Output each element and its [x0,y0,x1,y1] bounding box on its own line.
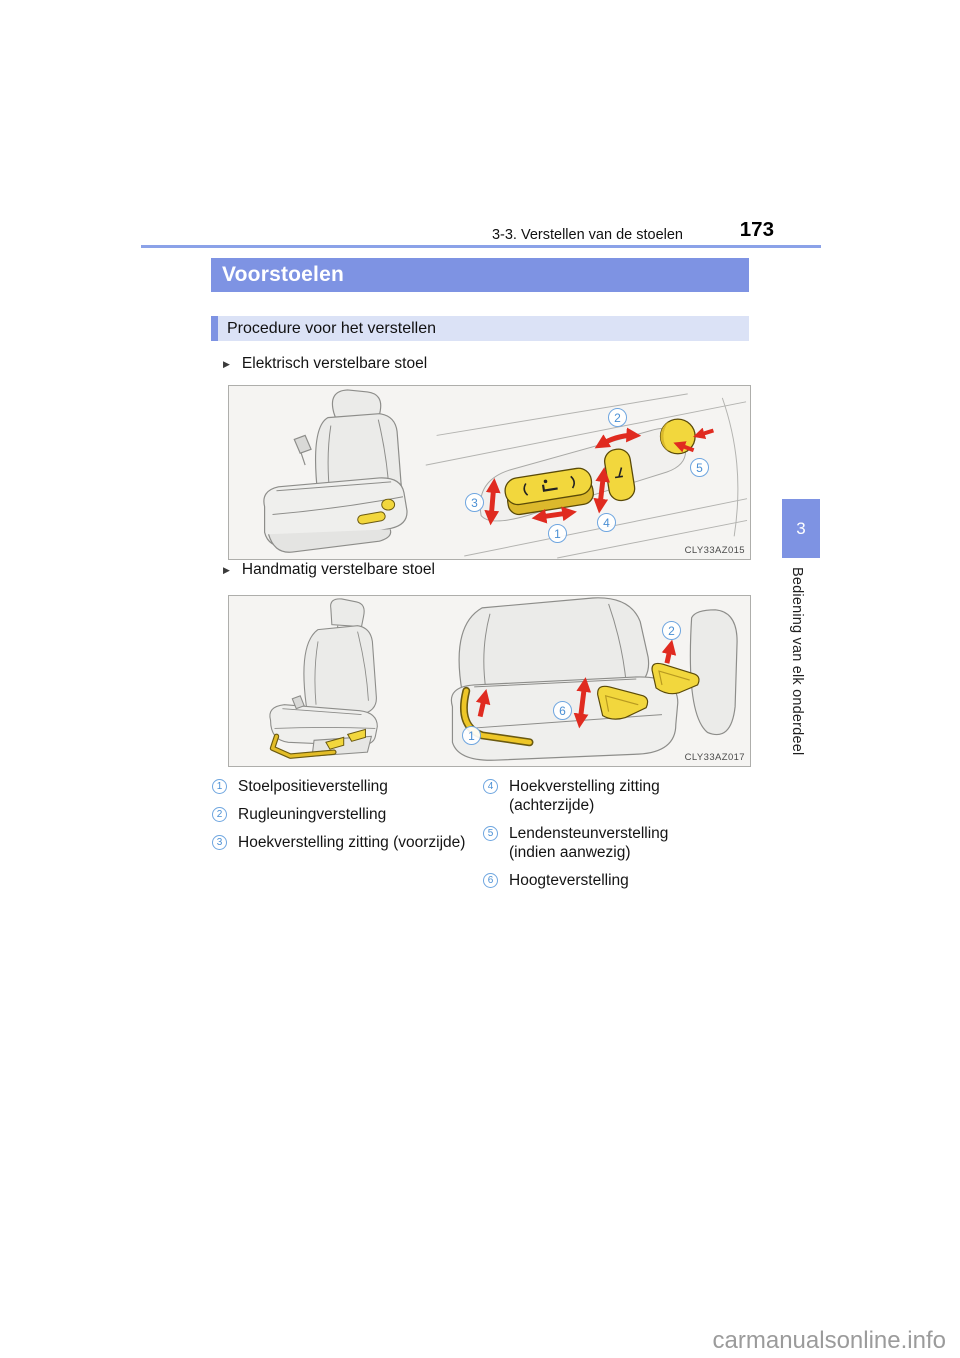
header-rule [141,245,821,248]
legend-left-column [212,777,488,861]
legend-label: Hoekverstelling zitting [509,778,660,795]
figure-electric-seat [228,385,751,560]
callout-2: 2 [662,621,681,640]
chapter-tab [782,499,820,558]
watermark: carmanualsonline.info [712,1327,946,1354]
legend-label-line2: (achterzijde) [509,797,595,814]
legend-item [212,805,488,824]
figure-caption-electric [223,355,427,373]
legend-number-badge: 1 [212,779,227,794]
triangle-bullet-icon: ▶ [223,358,230,369]
legend-number-badge: 6 [483,873,498,888]
legend-item [483,777,755,815]
page-number: 173 [739,218,774,241]
legend-item [483,871,755,890]
procedure-banner: Procedure voor het verstellen [211,316,749,341]
chapter-tab-number: 3 [796,518,806,538]
legend-number-badge: 4 [483,779,498,794]
legend-label: Stoelpositieverstelling [238,778,388,795]
figure-code-label: CLY33AZ017 [684,752,745,763]
legend-label: Rugleuningverstelling [238,806,387,823]
legend-number-badge: 5 [483,826,498,841]
legend-label-line2: (indien aanwezig) [509,844,631,861]
legend-number-badge: 3 [212,835,227,850]
legend-item [212,777,488,796]
legend-item [483,824,755,862]
legend-right-column [483,777,755,899]
callout-2: 2 [608,408,627,427]
legend-number-badge: 2 [212,807,227,822]
callout-5: 5 [690,458,709,477]
triangle-bullet-icon: ▶ [223,564,230,575]
callout-3: 3 [465,493,484,512]
legend-label: Hoogteverstelling [509,872,629,889]
callout-4: 4 [597,513,616,532]
figure-caption-label: Handmatig verstelbare stoel [241,561,435,578]
figure-caption-manual [223,561,435,579]
callout-1: 1 [462,726,481,745]
legend-label: Hoekverstelling zitting (voorzijde) [238,834,466,851]
figure-code-label: CLY33AZ015 [684,545,745,556]
page-header-section-title: 3-3. Verstellen van de stoelen [491,227,683,243]
figure-manual-seat [228,595,751,767]
figure-caption-label: Elektrisch verstelbare stoel [241,355,428,372]
title-banner: Voorstoelen [211,258,749,292]
electric-seat-illustration [229,386,750,559]
legend-label: Lendensteunverstelling [509,825,669,842]
legend-item [212,833,488,852]
sidebar-vertical-label: Bediening van elk onderdeel [789,567,805,756]
callout-1: 1 [548,524,567,543]
callout-6: 6 [553,701,572,720]
